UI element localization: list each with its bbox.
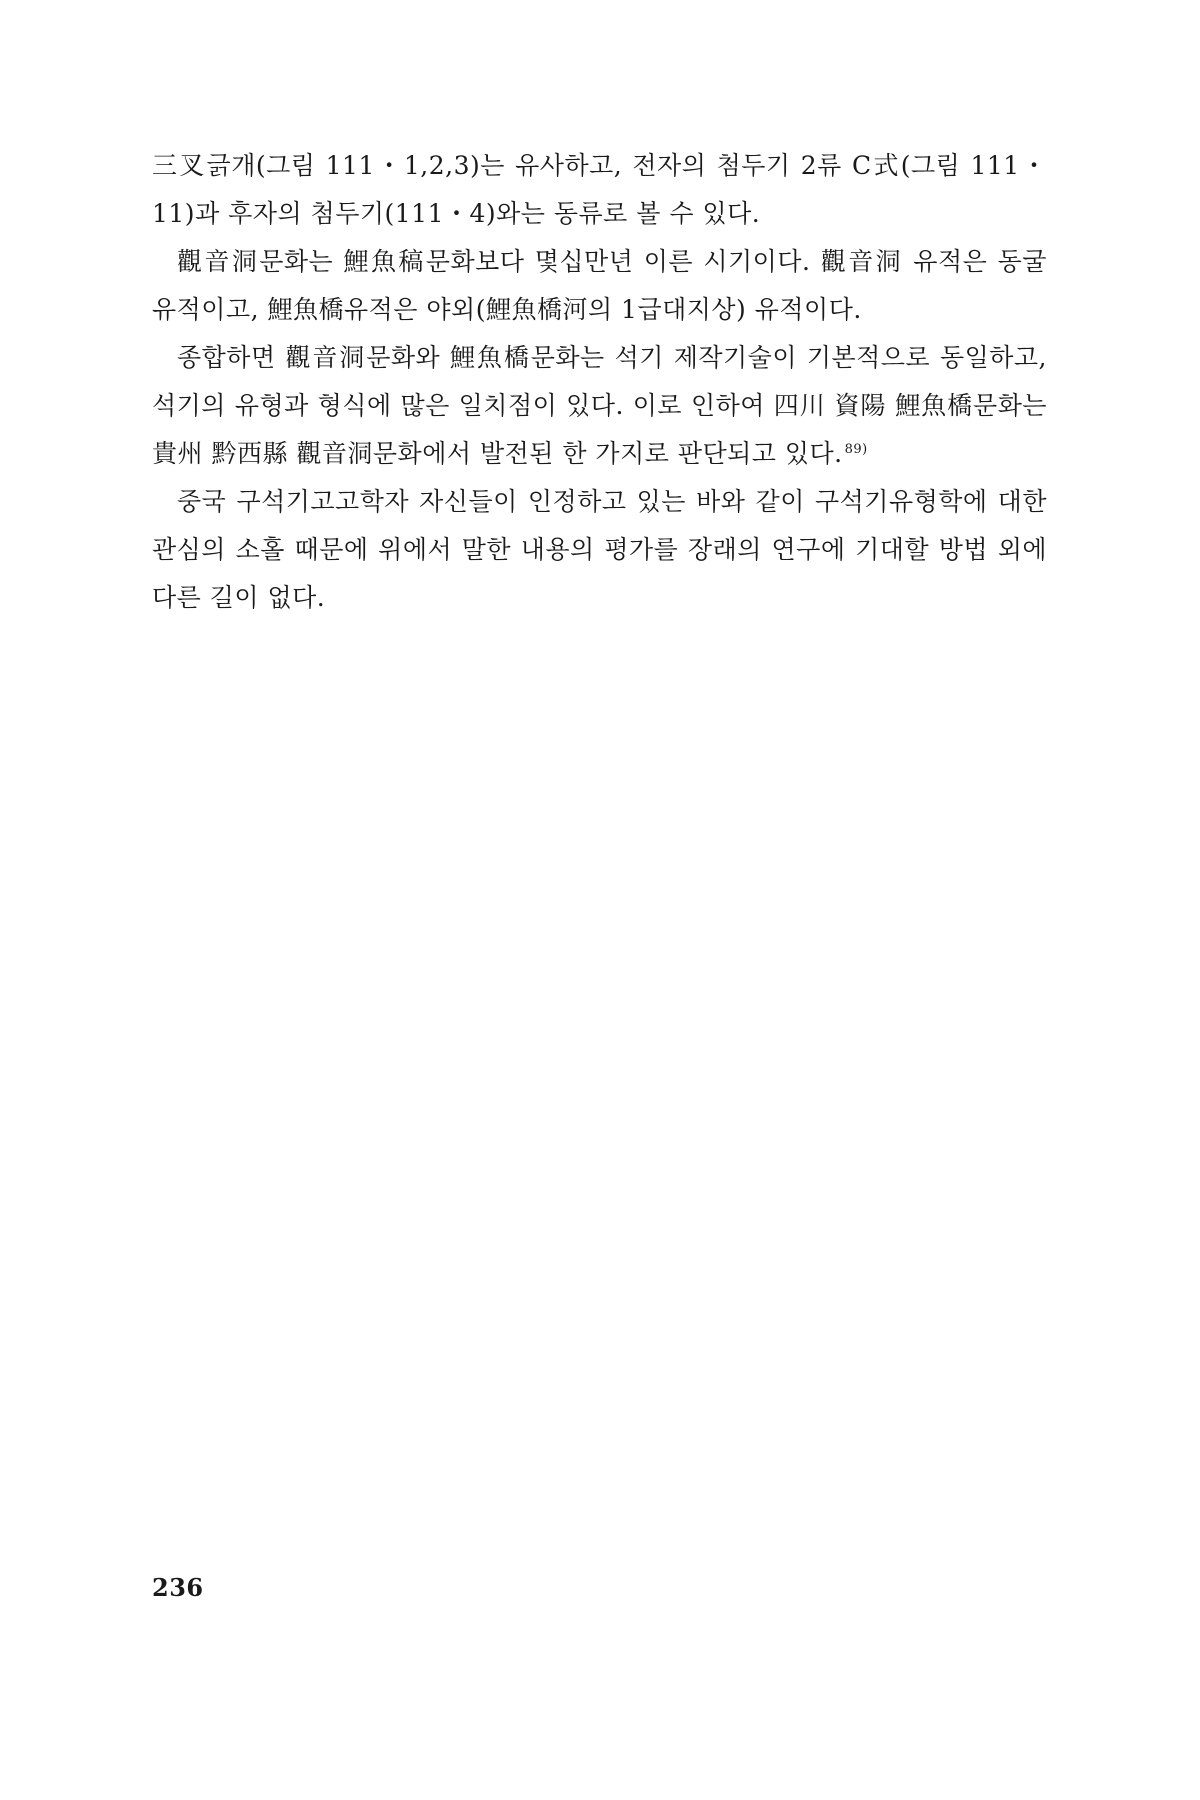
paragraph-text: 중국 구석기고고학자 자신들이 인정하고 있는 바와 같이 구석기유형학에 대한 관심의 소홀 때문에 위에서 말한 내용의 평가를 장래의 연구에 기대할 방법 외에 다른 길이 없다. xyxy=(152,487,1047,612)
paragraph-text: 觀音洞문화는 鯉魚稿문화보다 몇십만년 이른 시기이다. 觀音洞 유적은 동굴 유적이고, 鯉魚橋유적은 야외(鯉魚橋河의 1급대지상) 유적이다. xyxy=(152,247,1047,324)
page-number: 236 xyxy=(152,1573,204,1602)
paragraph-text: 三叉긁개(그림 111・1,2,3)는 유사하고, 전자의 첨두기 2류 C式(그림 111・11)과 후자의 첨두기(111・4)와는 동류로 볼 수 있다. xyxy=(152,151,1047,228)
paragraph xyxy=(152,238,1047,334)
footnote-marker: 89) xyxy=(844,441,868,457)
paragraph-text: 종합하면 觀音洞문화와 鯉魚橋문화는 석기 제작기술이 기본적으로 동일하고, 석기의 유형과 형식에 많은 일치점이 있다. 이로 인하여 四川 資陽 鯉魚橋문화는 貴州 黔西縣 觀音洞문화에서 발전된 한 가지로 판단되고 있다. xyxy=(152,343,1047,468)
body-text xyxy=(152,142,1047,622)
paragraph xyxy=(152,334,1047,478)
paragraph xyxy=(152,478,1047,622)
paragraph-continuation xyxy=(152,142,1047,238)
